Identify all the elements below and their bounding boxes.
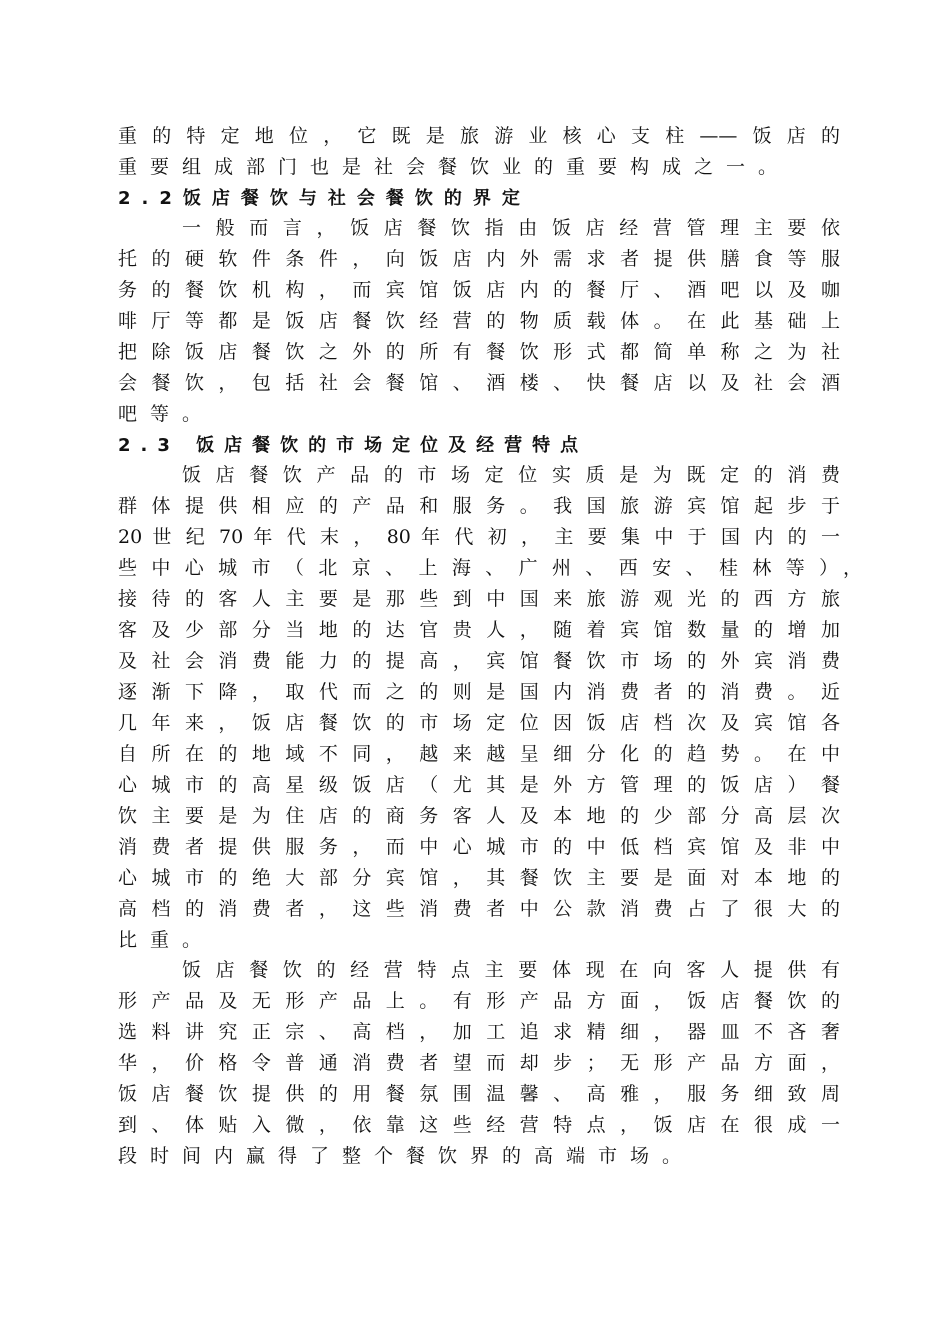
text-line: 务的餐饮机构，而宾馆饭店内的餐厅、酒吧以及咖: [118, 279, 840, 301]
paragraph-first-line: 一般而言，饭店餐饮指由饭店经营管理主要依: [182, 217, 840, 239]
section-heading: 2.3 饭店餐饮的市场定位及经营特点: [118, 435, 589, 456]
text-line: 重的特定地位，它既是旅游业核心支柱——饭店的: [118, 125, 840, 147]
text-line: 形产品及无形产品上。有形产品方面，饭店餐饮的: [118, 990, 840, 1012]
paragraph-first-line: 饭店餐饮产品的市场定位实质是为既定的消费: [182, 464, 840, 486]
paragraph-first-line: 饭店餐饮的经营特点主要体现在向客人提供有: [182, 959, 840, 981]
text-line: 逐渐下降，取代而之的则是国内消费者的消费。近: [118, 681, 840, 703]
text-line: 接待的客人主要是那些到中国来旅游观光的西方旅: [118, 588, 840, 610]
text-line: 选料讲究正宗、高档，加工追求精细，器皿不吝奢: [118, 1021, 840, 1043]
text-line: 20 世 纪 70 年 代 末 ， 80 年 代 初 ， 主 要 集 中 于 国 内 的 一: [118, 526, 840, 548]
text-line: 饮主要是为住店的商务客人及本地的少部分高层次: [118, 805, 840, 827]
text-line: 把除饭店餐饮之外的所有餐饮形式都简单称之为社: [118, 341, 840, 363]
text-line: 高档的消费者，这些消费者中公款消费占了很大的: [118, 898, 840, 920]
text-line: 啡厅等都是饭店餐饮经营的物质载体。在此基础上: [118, 310, 840, 332]
text-line: 到、体贴入微，依靠这些经营特点，饭店在很成一: [118, 1114, 840, 1136]
text-line: 段时间内赢得了整个餐饮界的高端市场。: [118, 1145, 695, 1167]
text-line: 心城市的绝大部分宾馆，其餐饮主要是面对本地的: [118, 867, 840, 889]
text-line: 吧等。: [118, 403, 215, 425]
text-line: 些中心城市（北京、上海、广州、西安、桂林等），: [118, 557, 862, 579]
text-line: 比重。: [118, 929, 215, 951]
text-line: 群体提供相应的产品和服务。我国旅游宾馆起步于: [118, 495, 840, 517]
text-line: 饭店餐饮提供的用餐氛围温馨、高雅，服务细致周: [118, 1083, 840, 1105]
text-line: 心城市的高星级饭店（尤其是外方管理的饭店）餐: [118, 774, 840, 796]
text-line: 会餐饮，包括社会餐馆、酒楼、快餐店以及社会酒: [118, 372, 840, 394]
text-line: 重要组成部门也是社会餐饮业的重要构成之一。: [118, 156, 791, 178]
text-line: 及社会消费能力的提高，宾馆餐饮市场的外宾消费: [118, 650, 840, 672]
text-line: 托的硬软件条件，向饭店内外需求者提供膳食等服: [118, 248, 840, 270]
text-line: 客及少部分当地的达官贵人，随着宾馆数量的增加: [118, 619, 840, 641]
text-line: 消费者提供服务，而中心城市的中低档宾馆及非中: [118, 836, 840, 858]
section-heading: 2.2饭店餐饮与社会餐饮的界定: [118, 188, 531, 209]
text-line: 自所在的地域不同，越来越呈细分化的趋势。在中: [118, 743, 840, 765]
text-line: 几年来，饭店餐饮的市场定位因饭店档次及宾馆各: [118, 712, 840, 734]
text-line: 华，价格令普通消费者望而却步；无形产品方面，: [118, 1052, 840, 1074]
